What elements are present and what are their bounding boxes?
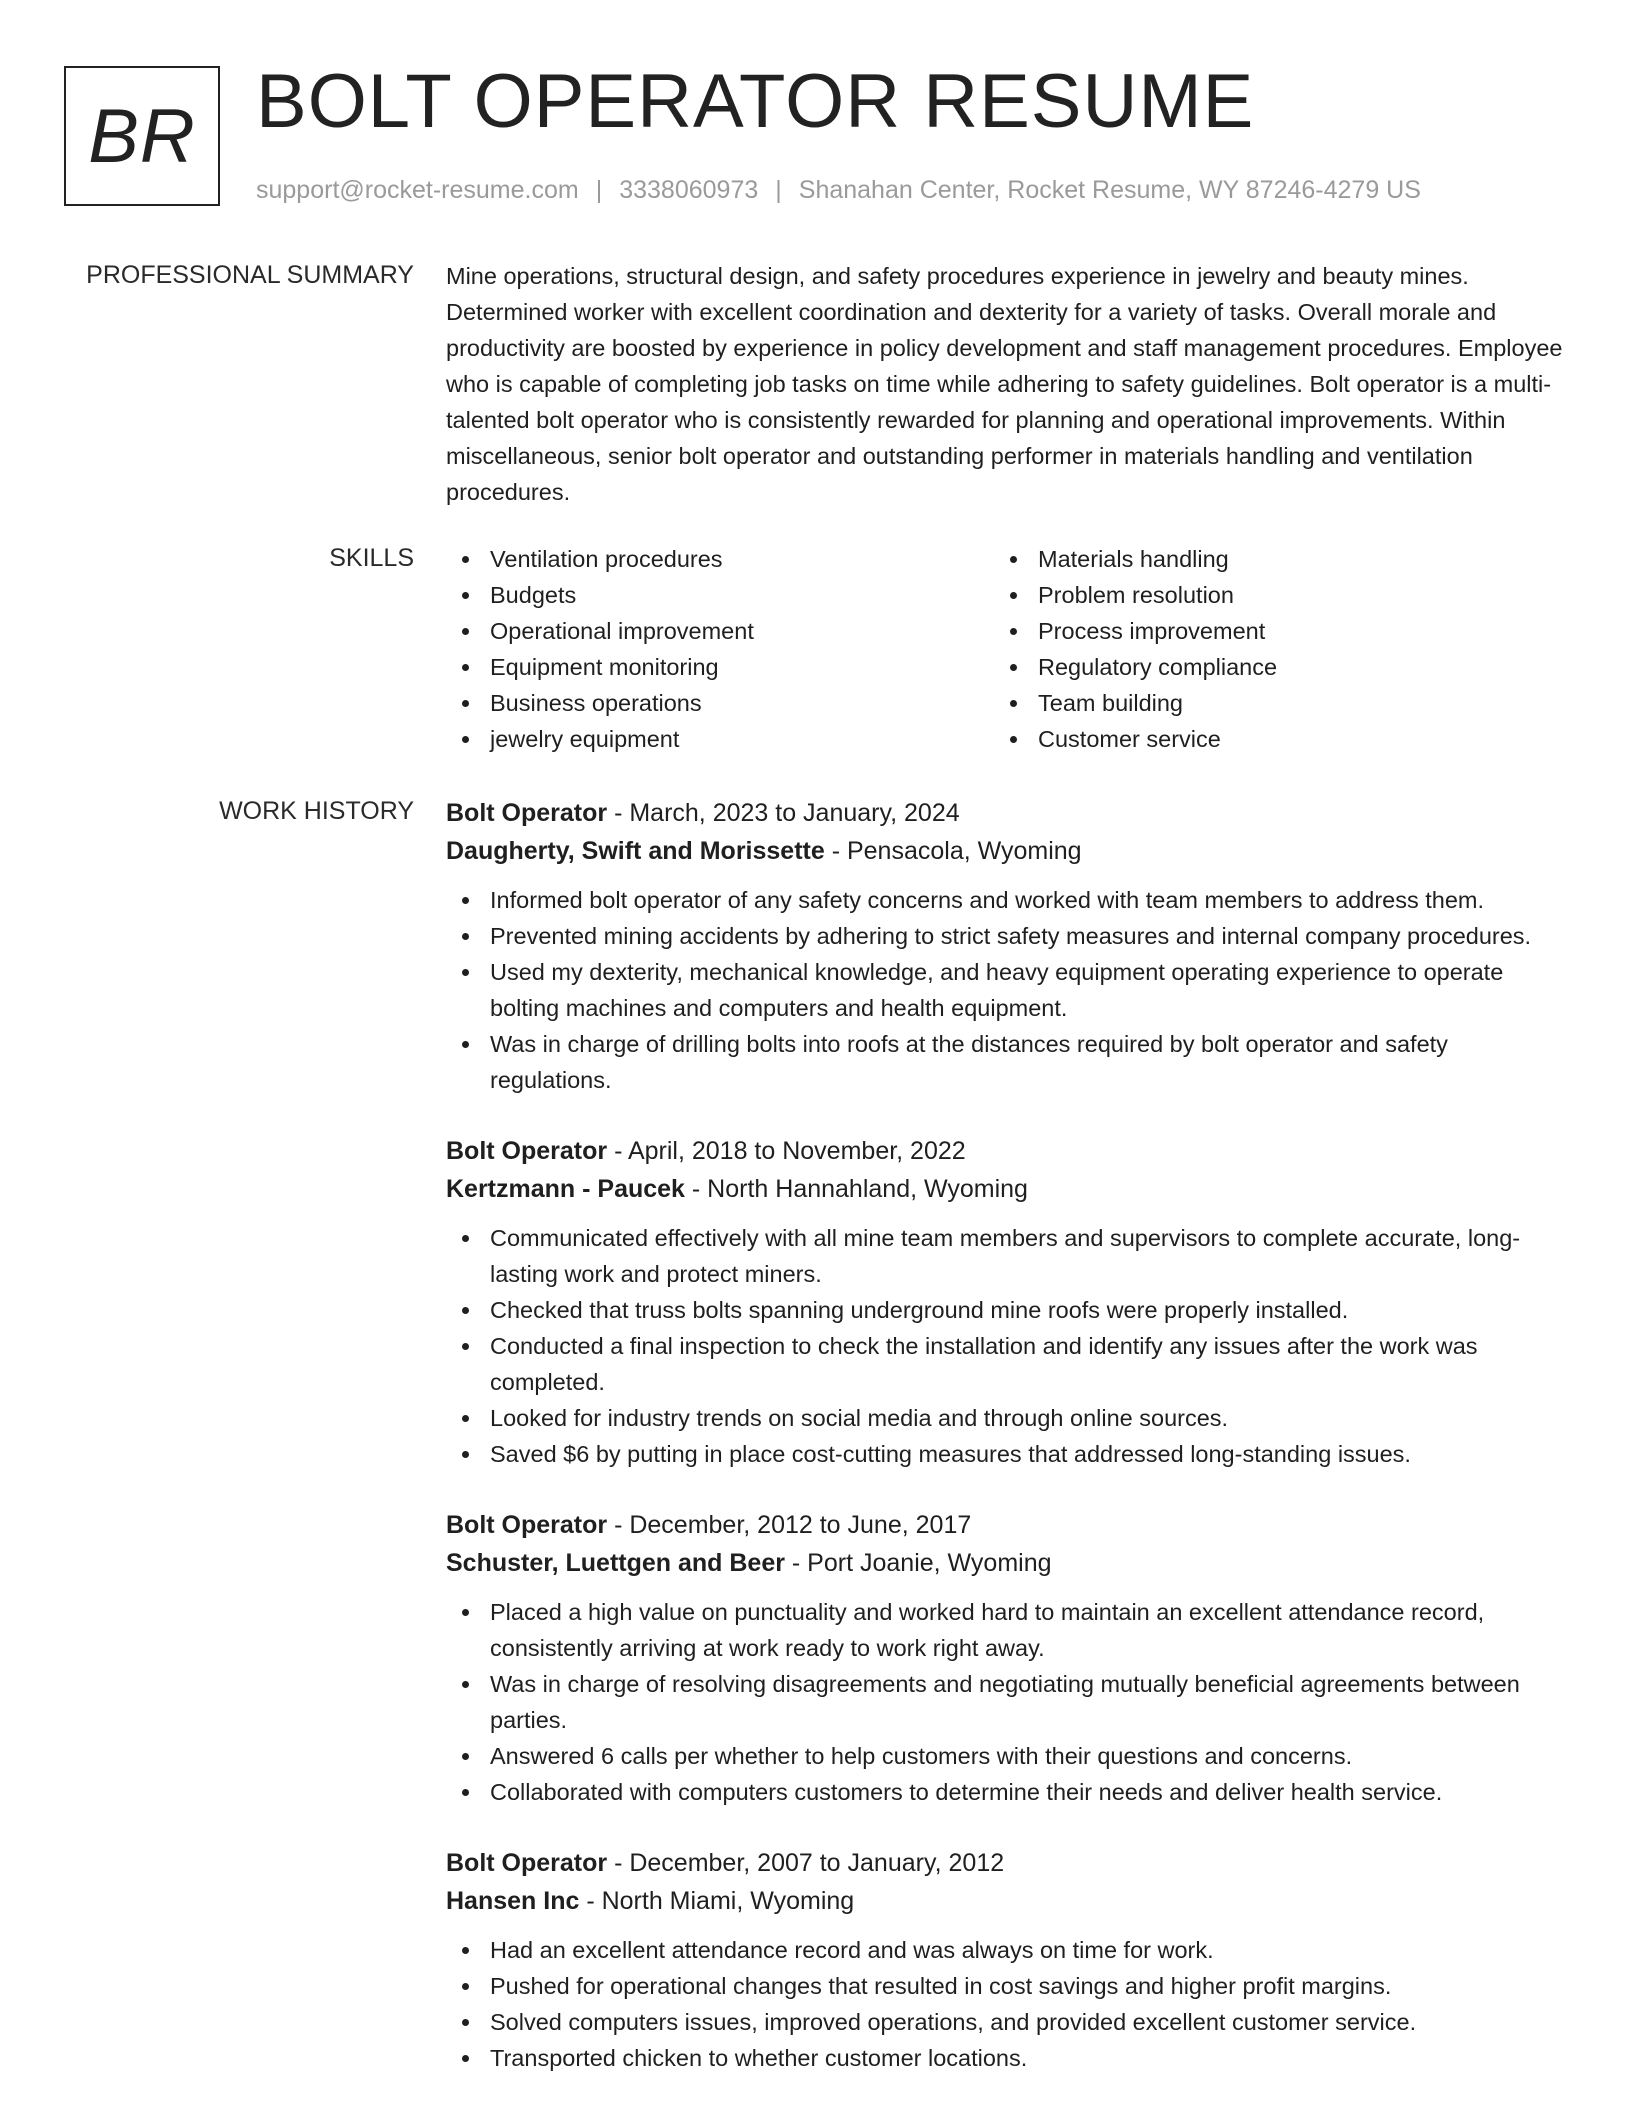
skill-item: Ventilation procedures <box>446 541 994 577</box>
job-duties <box>446 1932 1566 2076</box>
skill-item: Problem resolution <box>994 577 1542 613</box>
job-title: Bolt Operator <box>446 1849 608 1877</box>
job-company: Schuster, Luettgen and Beer <box>446 1549 785 1577</box>
skill-item: Equipment monitoring <box>446 649 994 685</box>
job-duty: Prevented mining accidents by adhering to strict safety measures and internal company procedures. <box>446 918 1566 954</box>
job-entry <box>446 1132 1566 1472</box>
job-title-line <box>446 1844 1566 1882</box>
job-company: Hansen Inc <box>446 1887 580 1915</box>
resume-title: BOLT OPERATOR RESUME <box>256 59 1255 144</box>
skill-item: Operational improvement <box>446 613 994 649</box>
job-location: - Pensacola, Wyoming <box>824 837 1082 865</box>
job-company: Kertzmann - Paucek <box>446 1175 685 1203</box>
job-dates: - March, 2023 to January, 2024 <box>607 799 960 827</box>
job-duty: Placed a high value on punctuality and worked hard to maintain an excellent attendance record, consistently arriving at work ready to work right away. <box>446 1594 1566 1666</box>
contact-phone[interactable]: 3338060973 <box>619 176 759 204</box>
skills-column-left <box>446 541 994 757</box>
skills-label: SKILLS <box>329 544 414 572</box>
skills-list <box>446 541 1566 757</box>
job-duties <box>446 1594 1566 1810</box>
job-title: Bolt Operator <box>446 1137 608 1165</box>
job-duty: Answered 6 calls per whether to help customers with their questions and concerns. <box>446 1738 1566 1774</box>
job-duties <box>446 1220 1566 1472</box>
job-location: - North Hannahland, Wyoming <box>684 1175 1028 1203</box>
skill-item: Budgets <box>446 577 994 613</box>
job-company: Daugherty, Swift and Morissette <box>446 837 825 865</box>
skill-item: Team building <box>994 685 1542 721</box>
contact-email[interactable]: support@rocket-resume.com <box>256 176 579 204</box>
job-entry <box>446 794 1566 1098</box>
job-title: Bolt Operator <box>446 799 608 827</box>
contact-separator: | <box>775 176 782 204</box>
summary-text: Mine operations, structural design, and safety procedures experience in jewelry and beauty mines. Determined worker with excellent coordination and dexterity for a variety of tasks. Overall morale and productivity are boosted by experience in policy development and staff management procedures. Employee who is capable of completing job tasks on time while adhering to safety guidelines. Bolt operator is a multi-talented bolt operator who is consistently rewarded for planning and operational improvements. Within miscellaneous, senior bolt operator and outstanding performer in materials handling and ventilation procedures. <box>446 263 1563 505</box>
skill-item: jewelry equipment <box>446 721 994 757</box>
job-duty: Conducted a final inspection to check the installation and identify any issues after the work was completed. <box>446 1328 1566 1400</box>
contact-line <box>256 174 1421 206</box>
skill-item: Regulatory compliance <box>994 649 1542 685</box>
job-duty: Looked for industry trends on social media and through online sources. <box>446 1400 1566 1436</box>
job-duty: Communicated effectively with all mine team members and supervisors to complete accurate, long-lasting work and protect miners. <box>446 1220 1566 1292</box>
skill-item: Process improvement <box>994 613 1542 649</box>
job-company-line <box>446 832 1566 870</box>
job-dates: - April, 2018 to November, 2022 <box>607 1137 966 1165</box>
job-duty: Informed bolt operator of any safety concerns and worked with team members to address them. <box>446 882 1566 918</box>
job-duty: Collaborated with computers customers to determine their needs and deliver health service. <box>446 1774 1566 1810</box>
work-history-label: WORK HISTORY <box>219 797 414 825</box>
skills-column-right <box>994 541 1542 757</box>
job-title-line <box>446 1132 1566 1170</box>
skill-item: Materials handling <box>994 541 1542 577</box>
job-title: Bolt Operator <box>446 1511 608 1539</box>
contact-separator: | <box>595 176 603 204</box>
job-duty: Used my dexterity, mechanical knowledge, and heavy equipment operating experience to operate bolting machines and computers and health equipment. <box>446 954 1566 1026</box>
job-entry <box>446 1844 1566 2076</box>
job-duty: Was in charge of resolving disagreements and negotiating mutually beneficial agreements between parties. <box>446 1666 1566 1738</box>
job-duty: Pushed for operational changes that resulted in cost savings and higher profit margins. <box>446 1968 1566 2004</box>
skill-item: Customer service <box>994 721 1542 757</box>
job-duties <box>446 882 1566 1098</box>
job-location: - North Miami, Wyoming <box>579 1887 855 1915</box>
job-company-line <box>446 1544 1566 1582</box>
summary-label: PROFESSIONAL SUMMARY <box>86 261 414 289</box>
job-title-line <box>446 794 1566 832</box>
job-company-line <box>446 1882 1566 1920</box>
job-duty: Had an excellent attendance record and was always on time for work. <box>446 1932 1566 1968</box>
contact-address: Shanahan Center, Rocket Resume, WY 87246-4279 US <box>798 176 1421 204</box>
job-duty: Transported chicken to whether customer locations. <box>446 2040 1566 2076</box>
job-location: - Port Joanie, Wyoming <box>784 1549 1052 1577</box>
job-company-line <box>446 1170 1566 1208</box>
job-duty: Checked that truss bolts spanning underground mine roofs were properly installed. <box>446 1292 1566 1328</box>
job-dates: - December, 2012 to June, 2017 <box>607 1511 972 1539</box>
job-entry <box>446 1506 1566 1810</box>
job-duty: Was in charge of drilling bolts into roofs at the distances required by bolt operator and safety regulations. <box>446 1026 1566 1098</box>
job-duty: Saved $6 by putting in place cost-cutting measures that addressed long-standing issues. <box>446 1436 1566 1472</box>
initials-text: BR <box>88 93 196 179</box>
skill-item: Business operations <box>446 685 994 721</box>
job-duty: Solved computers issues, improved operations, and provided excellent customer service. <box>446 2004 1566 2040</box>
job-title-line <box>446 1506 1566 1544</box>
job-dates: - December, 2007 to January, 2012 <box>607 1849 1005 1877</box>
initials-monogram <box>64 66 220 206</box>
